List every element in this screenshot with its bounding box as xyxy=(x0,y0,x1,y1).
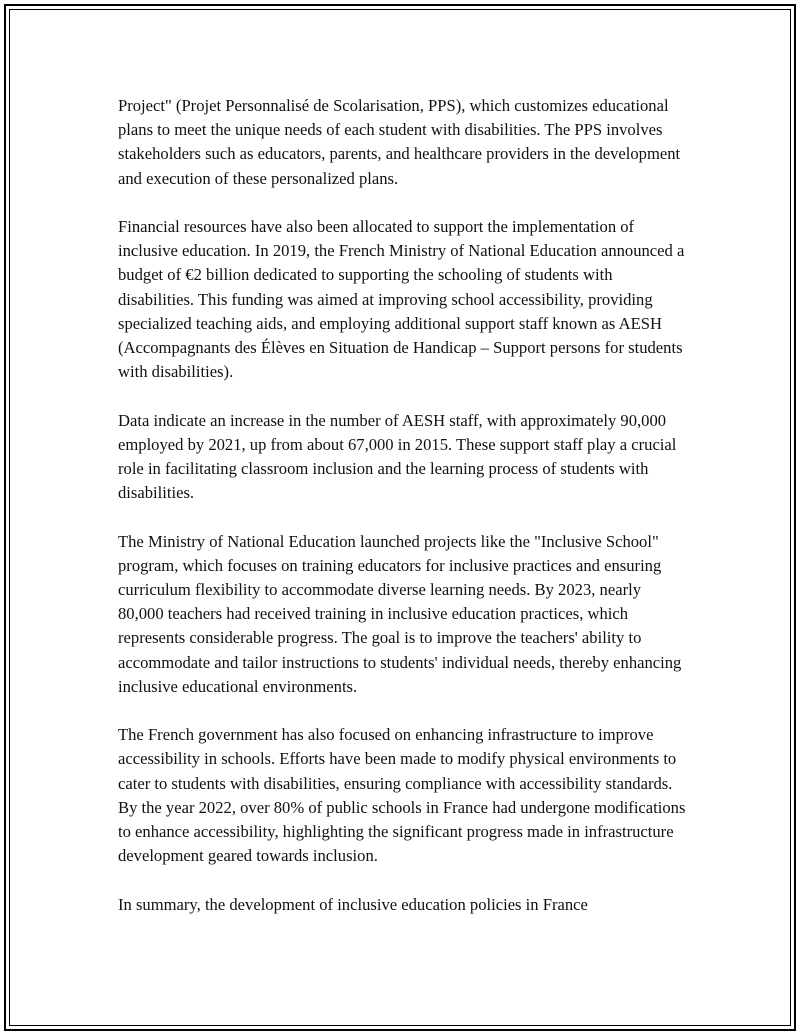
paragraph-infrastructure-accessibility: The French government has also focused on enhancing infrastructure to improve accessibility in schools. Efforts have been made to modify physical environments to cater to students with disabilities, ensuring compliance with accessibility standards. By the year 2022, over 80% of public schools in France had undergone modifications to enhance accessibility, highlighting the significant progress made in infrastructure development geared towards inclusion. xyxy=(118,725,686,866)
paragraph-financial-resources: Financial resources have also been allocated to support the implementation of inclusive education. In 2019, the French Ministry of National Education announced a budget of €2 billion dedicated to supporting the schooling of students with disabilities. This funding was aimed at improving school accessibility, providing specialized teaching aids, and employing additional support staff known as AESH (Accompagnants des Élèves en Situation de Handicap – Support persons for students with disabilities). xyxy=(118,217,685,382)
paragraph-pps-project: Project" (Projet Personnalisé de Scolarisation, PPS), which customizes educational plans to meet the unique needs of each student with disabilities. The PPS involves stakeholders such as educators, parents, and healthcare providers in the development and execution of these personalized plans. xyxy=(118,96,681,188)
document-body xyxy=(118,94,690,941)
paragraph-summary: In summary, the development of inclusive education policies in France xyxy=(118,894,588,914)
paragraph-inclusive-school-program: The Ministry of National Education launched projects like the "Inclusive School" program, which focuses on training educators for inclusive practices and ensuring curriculum flexibility to accommodate diverse learning needs. By 2023, nearly 80,000 teachers had received training in inclusive education practices, which represents considerable progress. The goal is to improve the teachers' ability to accommodate and tailor instructions to students' individual needs, thereby enhancing inclusive educational environments. xyxy=(118,531,682,696)
paragraph-aesh-staff-data: Data indicate an increase in the number of AESH staff, with approximately 90,000 employed by 2021, up from about 67,000 in 2015. These support staff play a crucial role in facilitating classroom inclusion and the learning process of students with disabilities. xyxy=(118,410,677,503)
